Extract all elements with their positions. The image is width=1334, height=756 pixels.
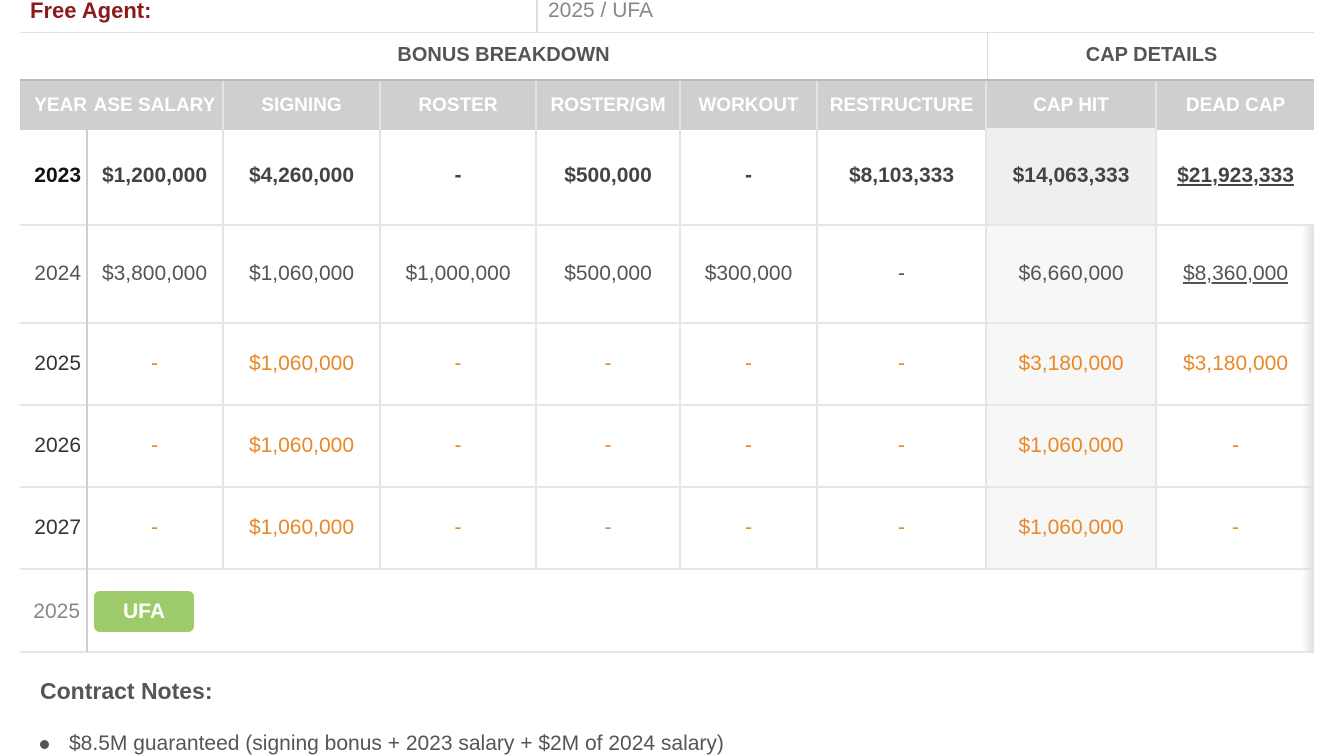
cap-hit-cell: $6,660,000 xyxy=(987,226,1157,322)
signing-cell: $1,060,000 xyxy=(224,488,381,568)
base-salary-cell: - xyxy=(87,324,224,404)
col-roster-gm[interactable]: ROSTER/GM xyxy=(537,81,681,130)
col-base-salary[interactable]: ASE SALARY xyxy=(87,81,224,130)
dead-cap-link[interactable]: $21,923,333 xyxy=(1177,164,1294,187)
base-salary-cell: - xyxy=(87,406,224,486)
restructure-cell: - xyxy=(818,324,987,404)
year-cell: 2026 xyxy=(34,434,81,457)
free-agent-label: Free Agent: xyxy=(30,0,152,23)
workout-cell: - xyxy=(681,128,818,224)
roster-cell: - xyxy=(381,324,537,404)
workout-cell: - xyxy=(681,406,818,486)
year-cell: 2023 xyxy=(34,164,81,187)
roster-cell: - xyxy=(381,406,537,486)
contract-note-item xyxy=(40,732,724,756)
col-signing[interactable]: SIGNING xyxy=(224,81,381,130)
restructure-cell: - xyxy=(818,226,987,322)
bonus-breakdown-header: BONUS BREAKDOWN xyxy=(397,44,610,66)
table-header xyxy=(20,79,1314,130)
dead-cap-cell: - xyxy=(1232,516,1239,539)
roster-gm-cell: $500,000 xyxy=(537,226,681,322)
contract-notes-title: Contract Notes: xyxy=(40,678,213,704)
bullet-icon xyxy=(40,740,49,749)
dead-cap-cell: $3,180,000 xyxy=(1182,352,1289,375)
signing-cell: $1,060,000 xyxy=(224,226,381,322)
dead-cap-cell[interactable] xyxy=(1157,226,1314,322)
cap-hit-cell: $1,060,000 xyxy=(987,488,1157,568)
table-row-2026 xyxy=(20,406,1314,488)
base-salary-cell: $3,800,000 xyxy=(87,226,224,322)
roster-gm-cell: - xyxy=(537,488,681,568)
ufa-row xyxy=(20,570,1314,653)
signing-cell: $1,060,000 xyxy=(224,406,381,486)
free-agent-value: 2025 / UFA xyxy=(548,0,654,22)
free-agent-row xyxy=(20,0,1314,33)
dead-cap-cell: - xyxy=(1232,434,1239,457)
roster-cell: - xyxy=(381,128,537,224)
cap-hit-cell: $14,063,333 xyxy=(987,128,1157,224)
year-cell: 2025 xyxy=(34,352,81,375)
dead-cap-link[interactable]: $8,360,000 xyxy=(1182,262,1289,285)
cap-hit-cell: $3,180,000 xyxy=(987,324,1157,404)
roster-cell: - xyxy=(381,488,537,568)
col-restructure[interactable]: RESTRUCTURE xyxy=(818,81,987,130)
base-salary-cell: - xyxy=(87,488,224,568)
workout-cell: - xyxy=(681,488,818,568)
roster-cell: $1,000,000 xyxy=(381,226,537,322)
roster-gm-cell: $500,000 xyxy=(537,128,681,224)
col-roster[interactable]: ROSTER xyxy=(381,81,537,130)
column-divider xyxy=(536,0,538,32)
cap-hit-cell: $1,060,000 xyxy=(987,406,1157,486)
ufa-badge: UFA xyxy=(94,591,194,632)
roster-gm-cell: - xyxy=(537,406,681,486)
restructure-cell: - xyxy=(818,406,987,486)
frozen-column-divider xyxy=(86,128,88,652)
scroll-shadow xyxy=(1302,226,1314,652)
table-row-2024 xyxy=(20,226,1314,324)
table-row-2025 xyxy=(20,324,1314,406)
col-dead-cap[interactable]: DEAD CAP xyxy=(1185,95,1286,116)
table-row-2023 xyxy=(20,128,1314,226)
restructure-cell: - xyxy=(818,488,987,568)
year-cell: 2024 xyxy=(34,262,81,285)
workout-cell: $300,000 xyxy=(681,226,818,322)
signing-cell: $1,060,000 xyxy=(224,324,381,404)
col-year[interactable]: YEAR xyxy=(34,95,87,116)
contract-note-text: $8.5M guaranteed (signing bonus + 2023 salary + $2M of 2024 salary) xyxy=(69,732,724,755)
restructure-cell: $8,103,333 xyxy=(818,128,987,224)
col-cap-hit[interactable]: CAP HIT xyxy=(987,81,1157,130)
cap-details-header: CAP DETAILS xyxy=(987,32,1315,79)
ufa-year: 2025 xyxy=(33,600,80,623)
table-row-2027 xyxy=(20,488,1314,570)
roster-gm-cell: - xyxy=(537,324,681,404)
year-cell: 2027 xyxy=(34,516,81,539)
signing-cell: $4,260,000 xyxy=(224,128,381,224)
base-salary-cell: $1,200,000 xyxy=(87,128,224,224)
dead-cap-cell[interactable] xyxy=(1157,128,1314,224)
col-workout[interactable]: WORKOUT xyxy=(681,81,818,130)
workout-cell: - xyxy=(681,324,818,404)
